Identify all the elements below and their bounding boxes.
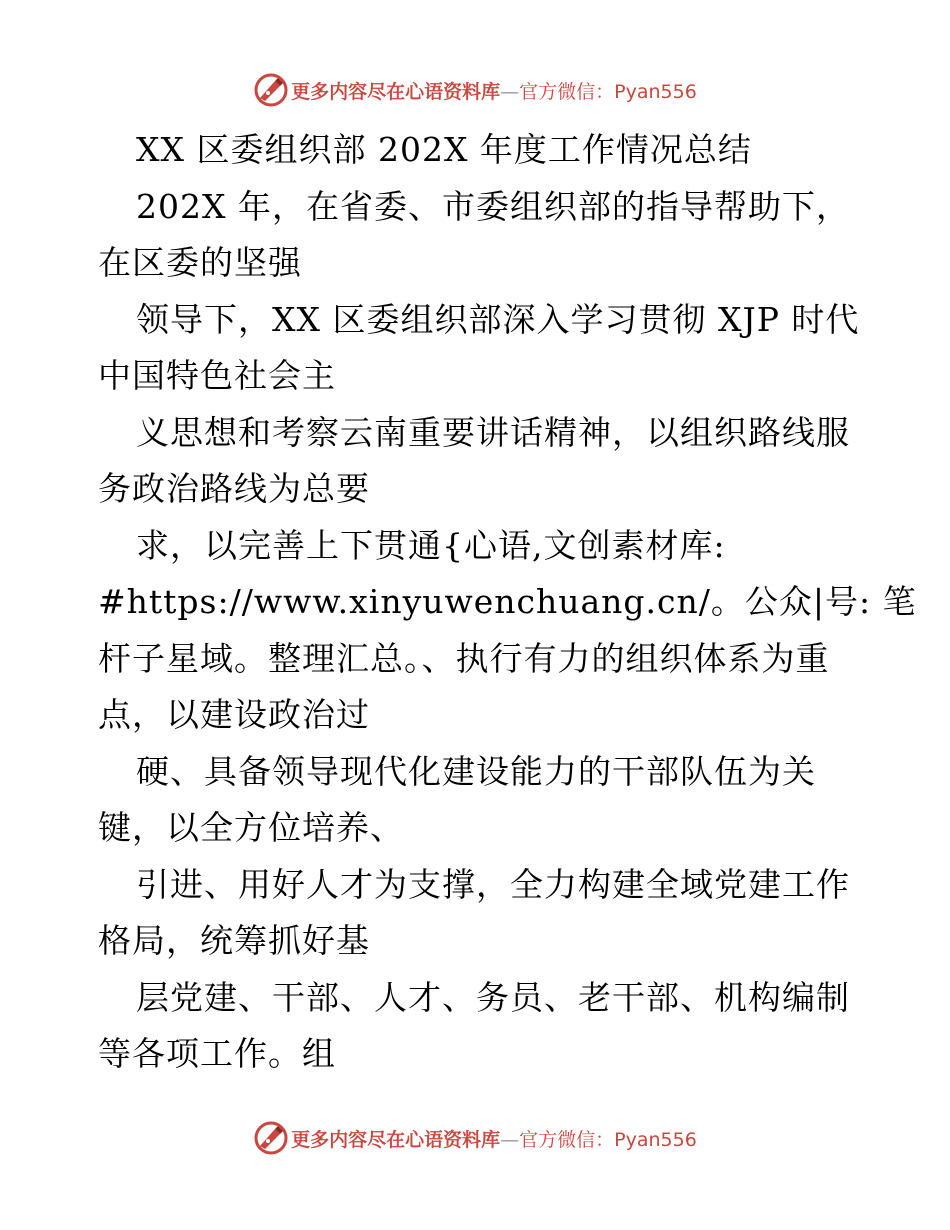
document-body <box>98 122 917 1083</box>
banner-main-text: 更多内容尽在心语资料库 <box>291 80 501 103</box>
paragraph-line: 引进、用好人才为支撑，全力构建全域党建工作 <box>136 864 850 904</box>
document-title: XX 区委组织部 202X 年度工作情况总结 <box>136 130 752 169</box>
banner-text <box>291 77 697 104</box>
paragraph-line: 硬、具备领导现代化建设能力的干部队伍为关 <box>136 751 816 791</box>
banner-separator: — <box>500 1128 520 1151</box>
paragraph-line: 格局，统筹抓好基 <box>98 921 370 960</box>
paragraph-line: 求，以完善上下贯通{心语,文创素材库: <box>136 525 726 565</box>
paragraph-line: 202X 年，在省委、市委组织部的指导帮助下， <box>136 186 850 226</box>
pen-nib-icon <box>253 72 289 108</box>
footer-banner <box>0 1118 950 1158</box>
paragraph-line: 点，以建设政治过 <box>98 695 370 734</box>
paragraph-line: 等各项工作。组 <box>98 1034 336 1073</box>
paragraph-line: 杆子星域。整理汇总。、执行有力的组织体系为重 <box>98 638 830 678</box>
banner-separator: — <box>500 80 520 103</box>
banner-main-text: 更多内容尽在心语资料库 <box>291 1128 501 1151</box>
banner-contact-text: 官方微信：Pyan556 <box>519 80 697 103</box>
banner-contact-text: 官方微信：Pyan556 <box>519 1128 697 1151</box>
pen-nib-icon <box>253 1120 289 1156</box>
paragraph-line: 在区委的坚强 <box>98 243 302 282</box>
paragraph-line: #https://www.xinyuwenchuang.cn/。公众|号: 笔 <box>98 582 917 621</box>
banner-text <box>291 1125 697 1152</box>
paragraph-line: 义思想和考察云南重要讲话精神，以组织路线服 <box>136 412 850 452</box>
paragraph-line: 领导下，XX 区委组织部深入学习贯彻 XJP 时代 <box>136 299 860 339</box>
paragraph-line: 中国特色社会主 <box>98 356 336 395</box>
paragraph-line: 务政治路线为总要 <box>98 469 370 508</box>
paragraph-line: 键，以全方位培养、 <box>98 808 404 847</box>
paragraph-line: 层党建、干部、人才、务员、老干部、机构编制 <box>136 977 850 1017</box>
header-banner <box>0 70 950 110</box>
